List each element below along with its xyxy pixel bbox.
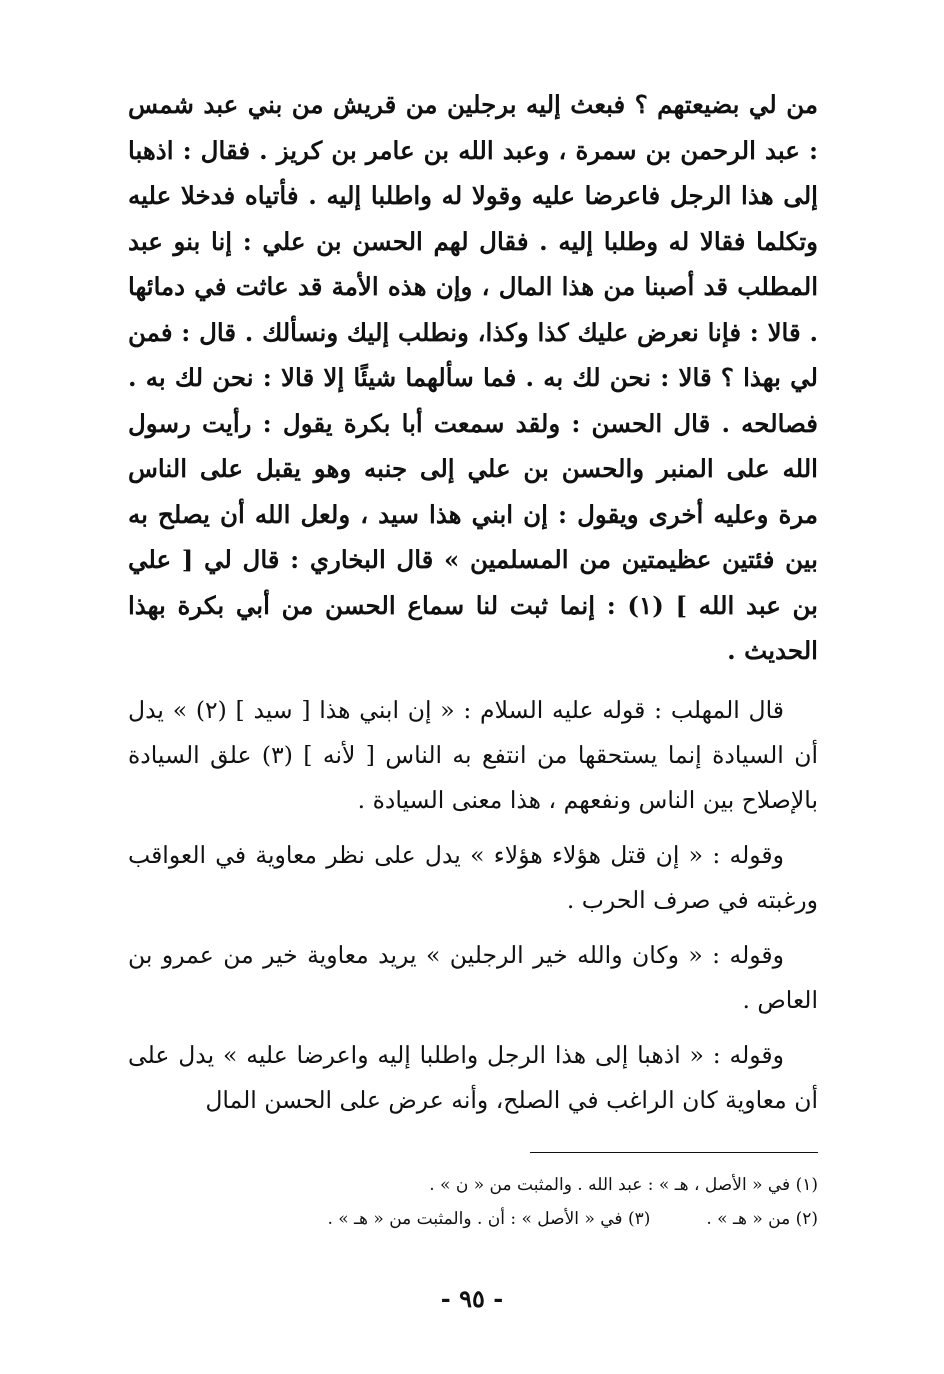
main-text bbox=[128, 82, 818, 1123]
paragraph-muhallab: قال المهلب : قوله عليه السلام : « إن ابني هذا [ سيد ] (٢) » يدل أن السيادة إنما يستحقها من انتفع به الناس [ لأنه ] (٣) علق السيادة بالإصلاح بين الناس ونفعهم ، هذا معنى السيادة . bbox=[128, 695, 818, 814]
footnote-row-2 bbox=[128, 1202, 818, 1236]
footnote-2: (٢) من « هـ » . bbox=[706, 1209, 818, 1229]
paragraph-consequences: وقوله : « إن قتل هؤلاء هؤلاء » يدل على نظر معاوية في العواقب ورغبته في صرف الحرب . bbox=[128, 840, 818, 914]
footnote-divider bbox=[530, 1152, 818, 1153]
paragraph-hadith: من لي بضيعتهم ؟ فبعث إليه برجلين من قريش من بني عبد شمس : عبد الرحمن بن سمرة ، وعبد الله بن عامر بن كريز . فقال : اذهبا إلى هذا الرجل فاعرضا عليه وقولا له واطلبا إليه . فأتياه فدخلا عليه وتكلما فقالا له وطلبا إليه . فقال لهم الحسن بن علي : إنا بنو عبد المطلب قد أصبنا من هذا المال ، وإن هذه الأمة قد عاثت في دمائها . قالا : فإنا نعرض عليك كذا وكذا، ونطلب إليك ونسألك . قال : فمن لي بهذا ؟ قالا : نحن لك به . فما سألهما شيئًا إلا قالا : نحن لك به . فصالحه . قال الحسن : ولقد سمعت أبا بكرة يقول : رأيت رسول الله على المنبر والحسن بن علي إلى جنبه وهو يقبل على الناس مرة وعليه أخرى ويقول : إن ابني هذا سيد ، ولعل الله أن يصلح به بين فئتين عظيمتين من المسلمين » قال البخاري : قال لي [ علي بن عبد الله ] (١) : إنما ثبت لنا سماع الحسن من أبي بكرة بهذا الحديث . bbox=[128, 90, 818, 665]
footnote-3: (٣) في « الأصل » : أن . والمثبت من « هـ » . bbox=[327, 1209, 651, 1229]
footnote-1: (١) في « الأصل ، هـ » : عبد الله . والمثبت من « ن » . bbox=[429, 1175, 818, 1195]
page-number: - ٩٥ - bbox=[440, 1284, 504, 1313]
paragraph-best-of-two: وقوله : « وكان والله خير الرجلين » يريد معاوية خير من عمرو بن العاص . bbox=[128, 940, 818, 1014]
paragraph-reconciliation: وقوله : « اذهبا إلى هذا الرجل واطلبا إليه واعرضا عليه » يدل على أن معاوية كان الراغب في الصلح، وأنه عرض على الحسن المال bbox=[128, 1040, 818, 1114]
footnotes bbox=[128, 1168, 818, 1236]
